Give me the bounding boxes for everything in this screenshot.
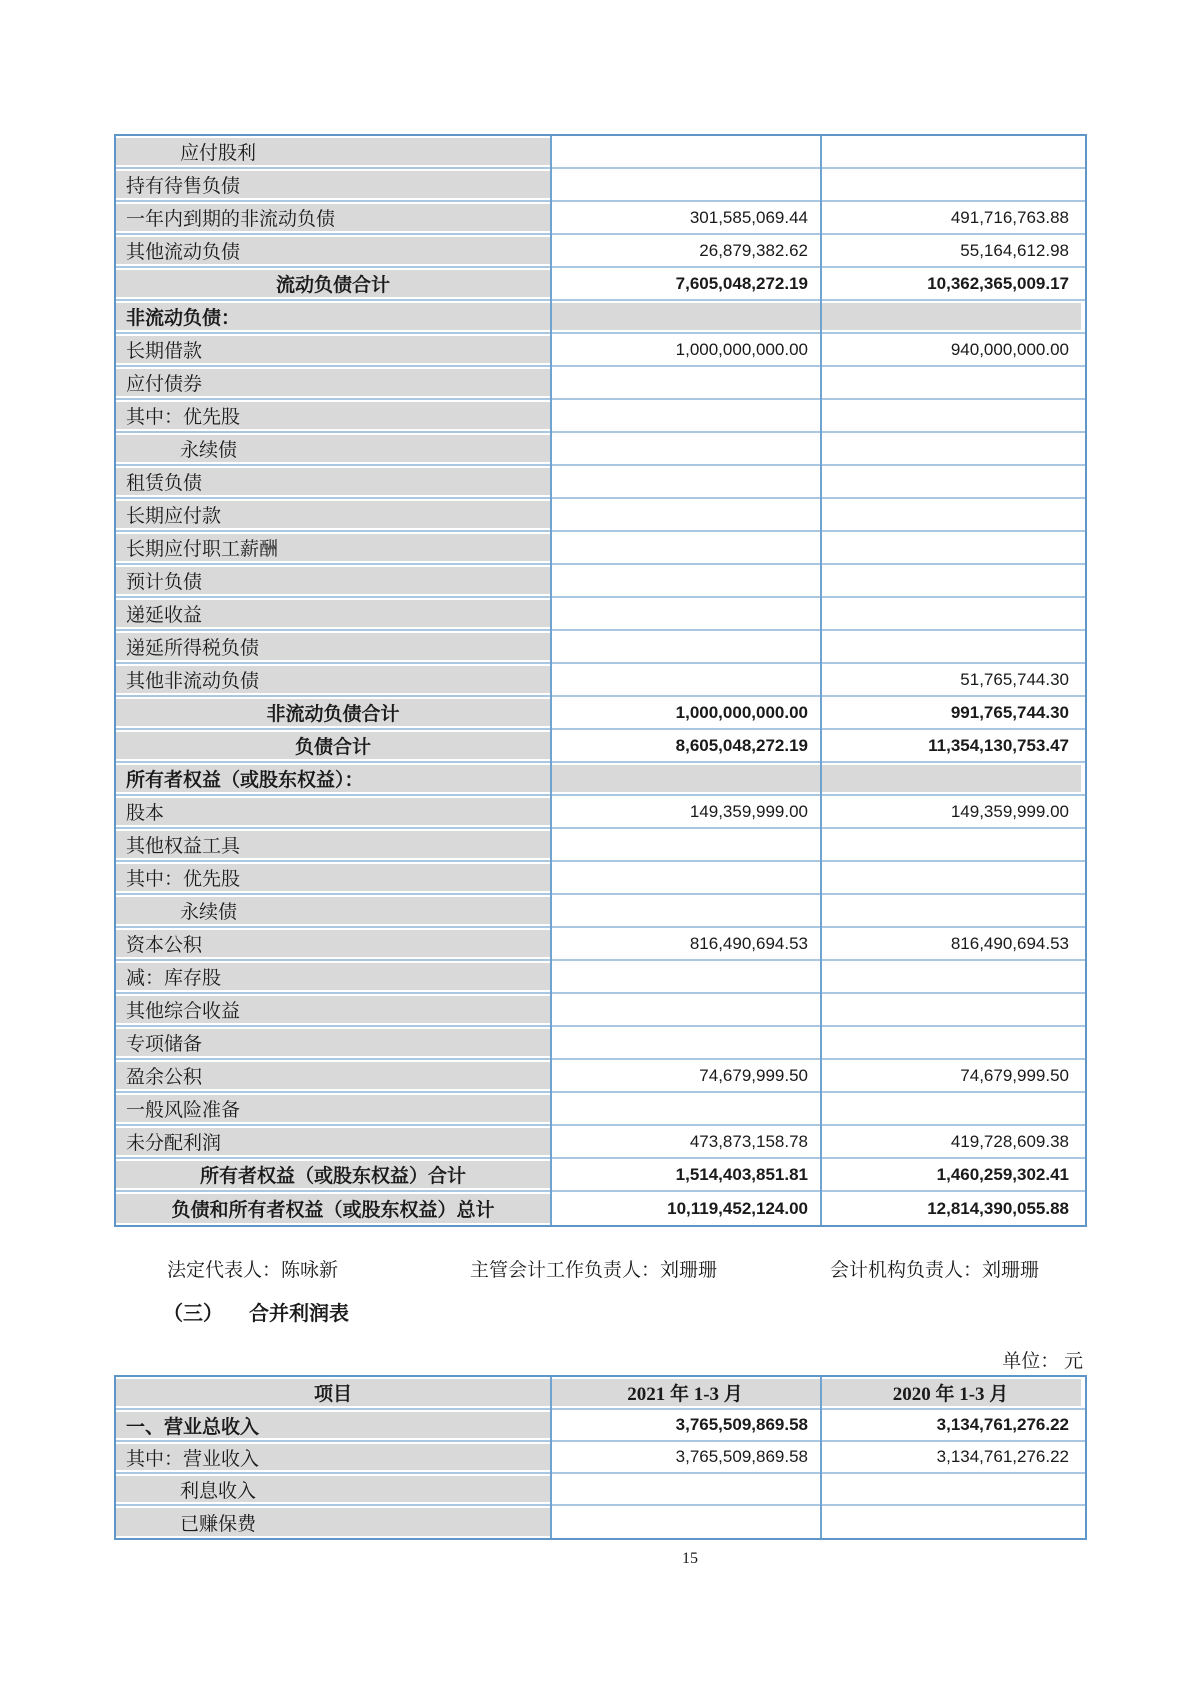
amount-prior-period	[820, 433, 1081, 464]
balance-sheet-row	[116, 829, 1085, 862]
section-title: 合并利润表	[249, 1303, 349, 1325]
amount-prior-period	[820, 565, 1081, 596]
amount-2021: 3,765,509,869.58	[550, 1410, 820, 1440]
line-item-label: 一、营业总收入	[116, 1410, 550, 1440]
amount-prior-period	[820, 301, 1081, 332]
amount-current-period: 1,000,000,000.00	[550, 697, 820, 728]
section-heading	[163, 1297, 349, 1326]
balance-sheet-row	[116, 1159, 1085, 1192]
amount-prior-period	[820, 169, 1081, 200]
line-item-label: 递延收益	[116, 598, 550, 629]
accounting-org-head-signature: 会计机构负责人：刘珊珊	[830, 1260, 1040, 1281]
accounting-head-signature: 主管会计工作负责人：刘珊珊	[470, 1260, 718, 1281]
amount-current-period: 473,873,158.78	[550, 1126, 820, 1157]
amount-current-period	[550, 895, 820, 926]
amount-2021	[550, 1474, 820, 1504]
income-statement-header-row	[116, 1377, 1085, 1410]
amount-current-period	[550, 367, 820, 398]
line-item-label: 非流动负债：	[116, 301, 550, 332]
line-item-label: 减：库存股	[116, 961, 550, 992]
balance-sheet-row	[116, 664, 1085, 697]
amount-current-period	[550, 829, 820, 860]
amount-current-period	[550, 169, 820, 200]
balance-sheet-row	[116, 631, 1085, 664]
line-item-label: 租赁负债	[116, 466, 550, 497]
legal-representative-signature: 法定代表人：陈咏新	[167, 1260, 339, 1281]
amount-prior-period: 491,716,763.88	[820, 202, 1081, 233]
income-statement-row	[116, 1442, 1085, 1474]
amount-prior-period	[820, 136, 1081, 167]
header-2020: 2020 年 1-3 月	[820, 1377, 1081, 1408]
amount-prior-period	[820, 598, 1081, 629]
amount-prior-period: 816,490,694.53	[820, 928, 1081, 959]
amount-2021	[550, 1506, 820, 1538]
balance-sheet-row	[116, 994, 1085, 1027]
amount-current-period: 149,359,999.00	[550, 796, 820, 827]
income-statement-table	[114, 1375, 1087, 1540]
section-index: （三）	[163, 1303, 223, 1325]
balance-sheet-row	[116, 169, 1085, 202]
amount-current-period	[550, 499, 820, 530]
line-item-label: 应付股利	[116, 136, 550, 167]
line-item-label: 应付债券	[116, 367, 550, 398]
amount-prior-period	[820, 631, 1081, 662]
line-item-label: 所有者权益（或股东权益）：	[116, 763, 550, 794]
line-item-label: 股本	[116, 796, 550, 827]
amount-current-period: 1,000,000,000.00	[550, 334, 820, 365]
balance-sheet-row	[116, 598, 1085, 631]
balance-sheet-row	[116, 928, 1085, 961]
line-item-label: 所有者权益（或股东权益）合计	[116, 1159, 550, 1190]
column-divider	[820, 136, 822, 1225]
amount-prior-period: 55,164,612.98	[820, 235, 1081, 266]
amount-current-period	[550, 631, 820, 662]
amount-2021: 3,765,509,869.58	[550, 1442, 820, 1472]
balance-sheet-row	[116, 697, 1085, 730]
balance-sheet-row	[116, 499, 1085, 532]
line-item-label: 递延所得税负债	[116, 631, 550, 662]
line-item-label: 其中：优先股	[116, 862, 550, 893]
line-item-label: 永续债	[116, 895, 550, 926]
amount-2020: 3,134,761,276.22	[820, 1410, 1081, 1440]
amount-current-period	[550, 598, 820, 629]
column-divider	[820, 1377, 822, 1538]
balance-sheet-row	[116, 532, 1085, 565]
line-item-label: 专项储备	[116, 1027, 550, 1058]
header-item: 项目	[116, 1377, 550, 1408]
line-item-label: 其他非流动负债	[116, 664, 550, 695]
balance-sheet-row	[116, 1126, 1085, 1159]
amount-prior-period	[820, 499, 1081, 530]
column-divider	[550, 136, 552, 1225]
balance-sheet-row	[116, 301, 1085, 334]
amount-current-period: 816,490,694.53	[550, 928, 820, 959]
amount-prior-period: 149,359,999.00	[820, 796, 1081, 827]
balance-sheet-row	[116, 730, 1085, 763]
amount-2020	[820, 1474, 1081, 1504]
amount-prior-period	[820, 1093, 1081, 1124]
amount-prior-period	[820, 895, 1081, 926]
line-item-label: 预计负债	[116, 565, 550, 596]
amount-current-period	[550, 994, 820, 1025]
amount-current-period	[550, 532, 820, 563]
line-item-label: 长期应付职工薪酬	[116, 532, 550, 563]
income-statement-row	[116, 1506, 1085, 1538]
balance-sheet-row	[116, 1060, 1085, 1093]
balance-sheet-row	[116, 796, 1085, 829]
balance-sheet-row	[116, 895, 1085, 928]
amount-prior-period: 1,460,259,302.41	[820, 1159, 1081, 1190]
balance-sheet-row	[116, 862, 1085, 895]
amount-current-period	[550, 565, 820, 596]
balance-sheet-row	[116, 202, 1085, 235]
amount-prior-period: 940,000,000.00	[820, 334, 1081, 365]
balance-sheet-row	[116, 1027, 1085, 1060]
line-item-label: 利息收入	[116, 1474, 550, 1504]
amount-current-period	[550, 1027, 820, 1058]
amount-current-period: 7,605,048,272.19	[550, 268, 820, 299]
balance-sheet-row	[116, 565, 1085, 598]
line-item-label: 其中：优先股	[116, 400, 550, 431]
amount-current-period	[550, 433, 820, 464]
line-item-label: 其他权益工具	[116, 829, 550, 860]
amount-current-period	[550, 763, 820, 794]
amount-current-period: 10,119,452,124.00	[550, 1192, 820, 1225]
line-item-label: 负债和所有者权益（或股东权益）总计	[116, 1192, 550, 1225]
amount-prior-period: 12,814,390,055.88	[820, 1192, 1081, 1225]
amount-current-period: 301,585,069.44	[550, 202, 820, 233]
column-divider	[550, 1377, 552, 1538]
header-2021: 2021 年 1-3 月	[550, 1377, 820, 1408]
amount-2020: 3,134,761,276.22	[820, 1442, 1081, 1472]
amount-prior-period: 51,765,744.30	[820, 664, 1081, 695]
amount-prior-period	[820, 829, 1081, 860]
amount-prior-period	[820, 532, 1081, 563]
line-item-label: 非流动负债合计	[116, 697, 550, 728]
line-item-label: 其他综合收益	[116, 994, 550, 1025]
amount-prior-period	[820, 994, 1081, 1025]
balance-sheet-row	[116, 961, 1085, 994]
amount-current-period	[550, 400, 820, 431]
line-item-label: 其中：营业收入	[116, 1442, 550, 1472]
amount-current-period: 8,605,048,272.19	[550, 730, 820, 761]
balance-sheet-table	[114, 134, 1087, 1227]
line-item-label: 盈余公积	[116, 1060, 550, 1091]
balance-sheet-row	[116, 466, 1085, 499]
line-item-label: 未分配利润	[116, 1126, 550, 1157]
amount-prior-period: 10,362,365,009.17	[820, 268, 1081, 299]
line-item-label: 一年内到期的非流动负债	[116, 202, 550, 233]
amount-current-period	[550, 466, 820, 497]
balance-sheet-row	[116, 400, 1085, 433]
line-item-label: 一般风险准备	[116, 1093, 550, 1124]
amount-current-period: 26,879,382.62	[550, 235, 820, 266]
amount-prior-period	[820, 466, 1081, 497]
income-statement-row	[116, 1474, 1085, 1506]
line-item-label: 长期借款	[116, 334, 550, 365]
amount-prior-period: 991,765,744.30	[820, 697, 1081, 728]
balance-sheet-row	[116, 268, 1085, 301]
unit-label: 单位： 元	[1002, 1351, 1083, 1372]
amount-current-period: 1,514,403,851.81	[550, 1159, 820, 1190]
balance-sheet-row	[116, 235, 1085, 268]
amount-current-period	[550, 136, 820, 167]
amount-current-period	[550, 961, 820, 992]
balance-sheet-row	[116, 1093, 1085, 1126]
line-item-label: 负债合计	[116, 730, 550, 761]
amount-prior-period	[820, 862, 1081, 893]
line-item-label: 已赚保费	[116, 1506, 550, 1538]
amount-prior-period	[820, 1027, 1081, 1058]
balance-sheet-row	[116, 367, 1085, 400]
amount-current-period: 74,679,999.50	[550, 1060, 820, 1091]
line-item-label: 其他流动负债	[116, 235, 550, 266]
line-item-label: 永续债	[116, 433, 550, 464]
amount-current-period	[550, 664, 820, 695]
amount-prior-period: 74,679,999.50	[820, 1060, 1081, 1091]
line-item-label: 持有待售负债	[116, 169, 550, 200]
amount-2020	[820, 1506, 1081, 1538]
line-item-label: 长期应付款	[116, 499, 550, 530]
amount-prior-period	[820, 400, 1081, 431]
page-number: 15	[682, 1550, 698, 1567]
balance-sheet-row	[116, 136, 1085, 169]
line-item-label: 资本公积	[116, 928, 550, 959]
balance-sheet-row	[116, 763, 1085, 796]
amount-current-period	[550, 301, 820, 332]
income-statement-row	[116, 1410, 1085, 1442]
amount-current-period	[550, 862, 820, 893]
balance-sheet-row	[116, 1192, 1085, 1225]
amount-prior-period	[820, 367, 1081, 398]
amount-current-period	[550, 1093, 820, 1124]
line-item-label: 流动负债合计	[116, 268, 550, 299]
amount-prior-period: 11,354,130,753.47	[820, 730, 1081, 761]
balance-sheet-row	[116, 433, 1085, 466]
amount-prior-period	[820, 763, 1081, 794]
amount-prior-period: 419,728,609.38	[820, 1126, 1081, 1157]
balance-sheet-row	[116, 334, 1085, 367]
amount-prior-period	[820, 961, 1081, 992]
